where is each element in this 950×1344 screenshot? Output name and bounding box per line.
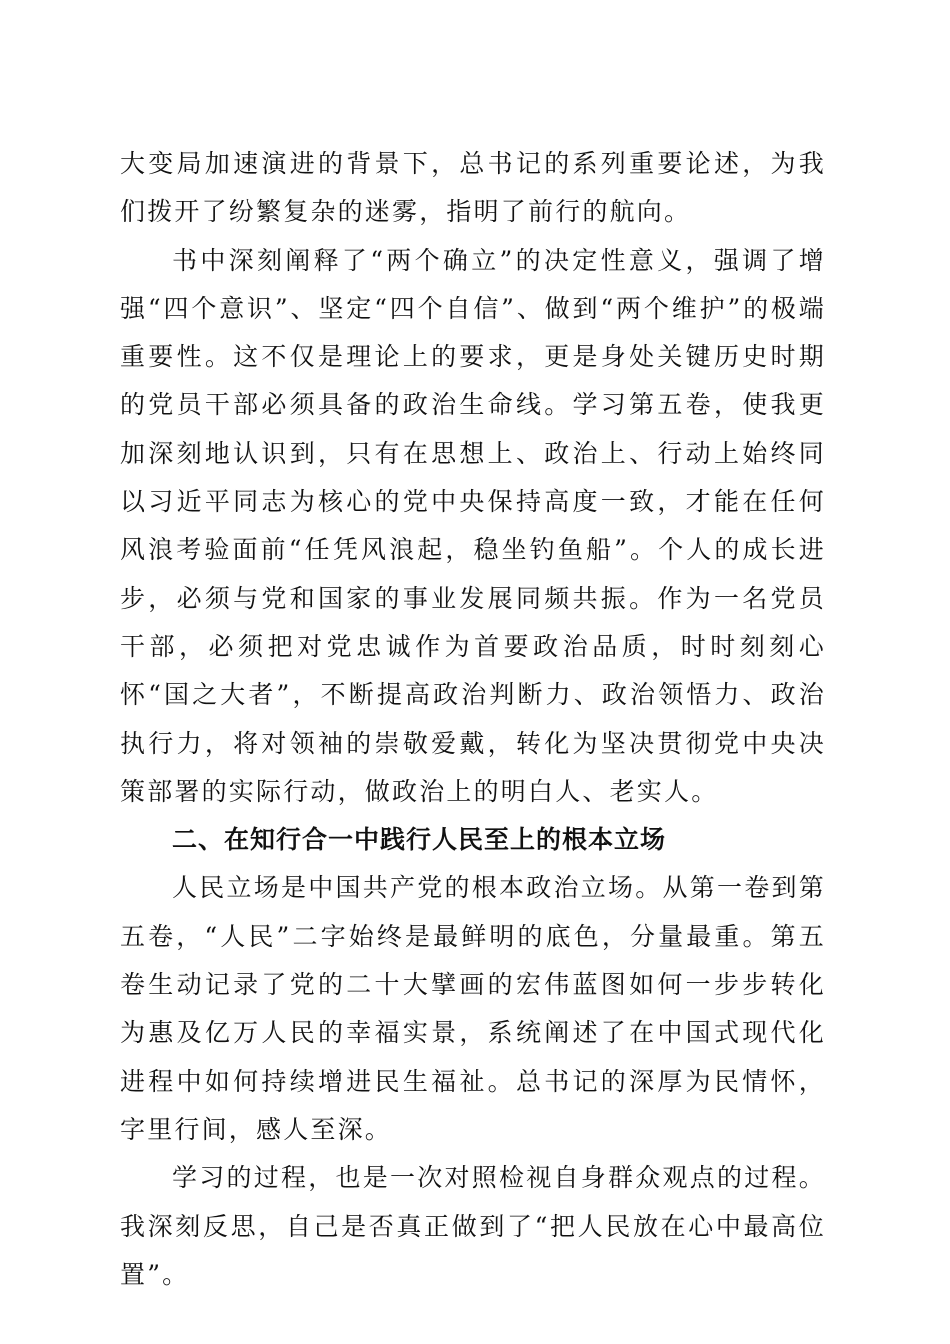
paragraph-self-reflection: 学习的过程，也是一次对照检视自身群众观点的过程。我深刻反思，自己是否真正做到了“把人民放在心中最高位置”。 [120,1163,826,1289]
paragraph-continuation: 大变局加速演进的背景下，总书记的系列重要论述，为我们拨开了纷繁复杂的迷雾，指明了前行的航向。 [120,149,826,227]
paragraph-people-stance: 人民立场是中国共产党的根本政治立场。从第一卷到第五卷，“人民”二字始终是最鲜明的底色，分量最重。第五卷生动记录了党的二十大擘画的宏伟蓝图如何一步步转化为惠及亿万人民的幸福实景，系统阐述了在中国式现代化进程中如何持续增进民生福祉。总书记的深厚为民情怀，字里行间，感人至深。 [120,873,826,1144]
section-heading-people-first: 二、在知行合一中践行人民至上的根本立场 [172,825,667,855]
paragraph-two-establishments: 书中深刻阐释了“两个确立”的决定性意义，强调了增强“四个意识”、坚定“四个自信”、做到“两个维护”的极端重要性。这不仅是理论上的要求，更是身处关键历史时期的党员干部必须具备的政治生命线。学习第五卷，使我更加深刻地认识到，只有在思想上、政治上、行动上始终同以习近平同志为核心的党中央保持高度一致，才能在任何风浪考验面前“任凭风浪起，稳坐钓鱼船”。个人的成长进步，必须与党和国家的事业发展同频共振。作为一名党员干部，必须把对党忠诚作为首要政治品质，时时刻刻心怀“国之大者”，不断提高政治判断力、政治领悟力、政治执行力，将对领袖的崇敬爱戴，转化为坚决贯彻党中央决策部署的实际行动，做政治上的明白人、老实人。 [120,245,826,806]
document-body [120,140,826,1299]
